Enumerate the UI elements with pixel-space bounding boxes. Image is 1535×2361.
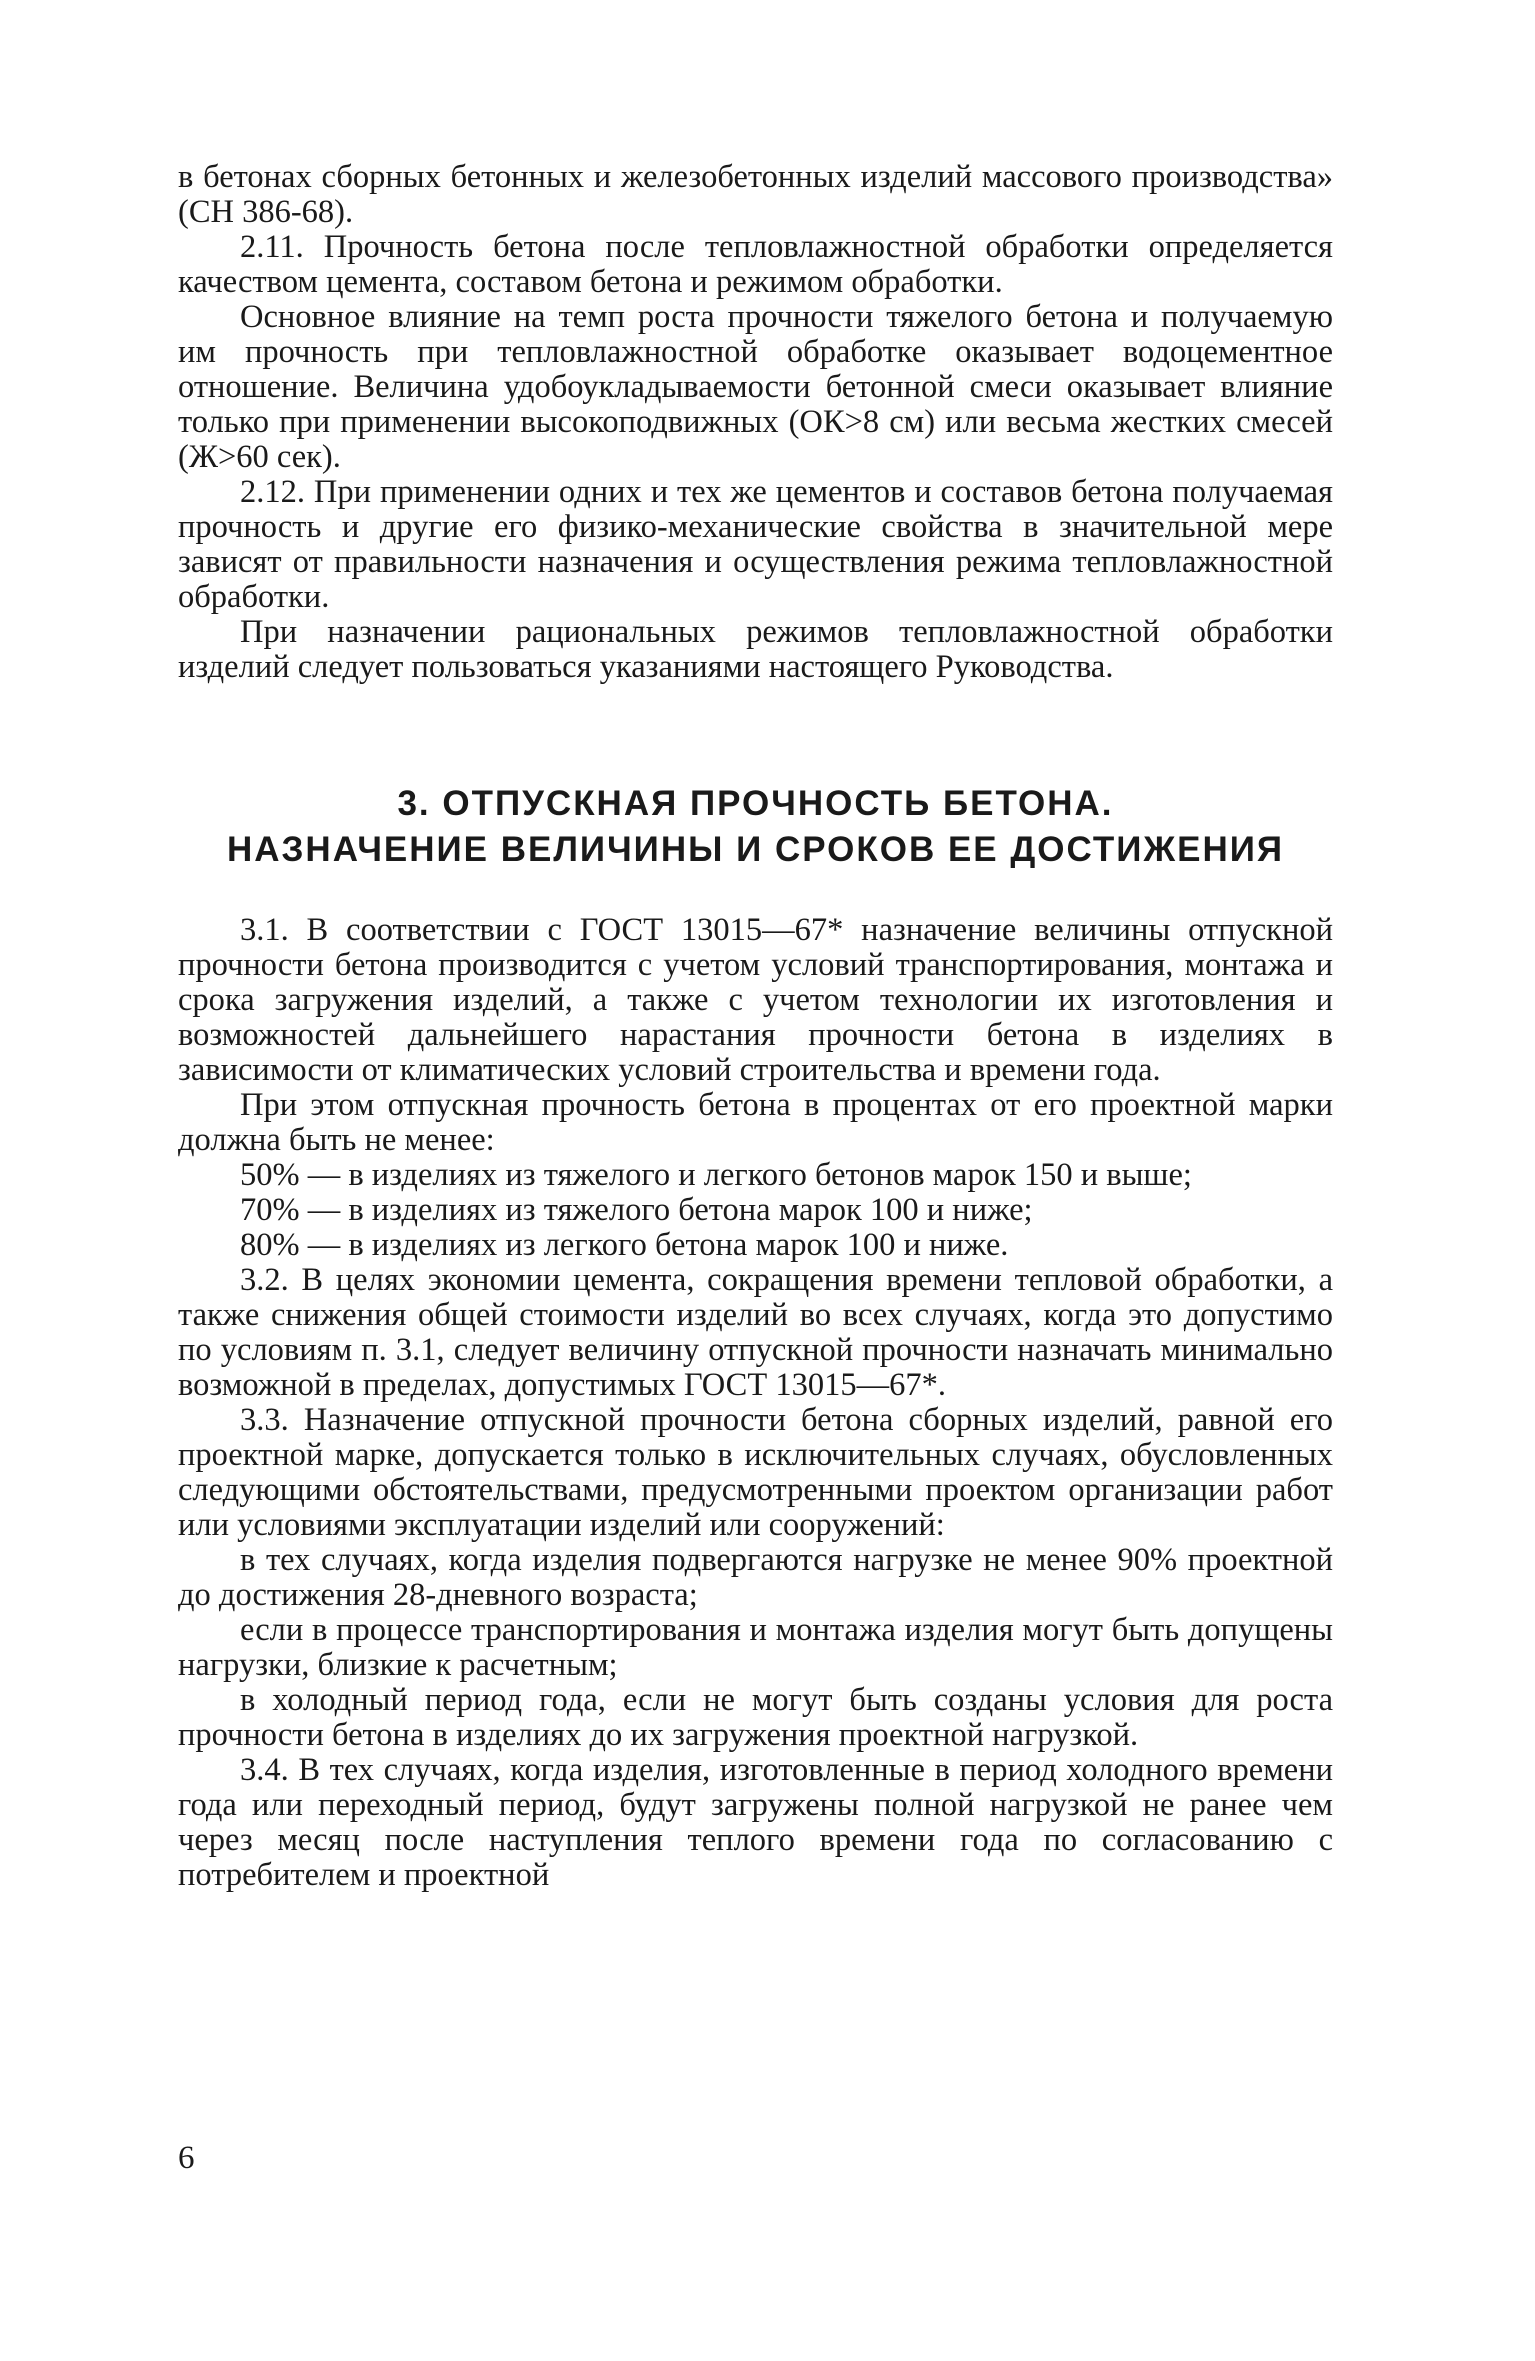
section-body (178, 913, 1333, 1893)
paragraph-strength-percent: При этом отпускная прочность бетона в процентах от его проектной марки должна быть не менее: (178, 1087, 1333, 1158)
condition-item-3: в холодный период года, если не могут быть созданы условия для роста прочности бетона в изделиях до их загружения проектной нагрузкой. (178, 1682, 1333, 1753)
section-heading-line-1: 3. ОТПУСКНАЯ ПРОЧНОСТЬ БЕТОНА. (397, 784, 1114, 823)
paragraph-3-4: 3.4. В тех случаях, когда изделия, изготовленные в период холодного времени года или переходный период, будут загружены полной нагрузкой не ранее чем через месяц после наступления теплого времени года по согласованию с потребителем и проектной (178, 1752, 1333, 1893)
paragraph-2-11: 2.11. Прочность бетона после тепловлажностной обработки определяется качеством цемента, составом бетона и режимом обработки. (178, 229, 1333, 300)
list-item-80: 80% — в изделиях из легкого бетона марок 100 и ниже. (240, 1227, 1009, 1263)
page-number: 6 (178, 2140, 195, 2176)
paragraph-3-2: 3.2. В целях экономии цемента, сокращения времени тепловой обработки, а также снижения общей стоимости изделий во всех случаях, когда это допустимо по условиям п. 3.1, следует величину отпускной прочности назначать минимально возможной в пределах, допустимых ГОСТ 13015—67*. (178, 1262, 1333, 1403)
list-item-70: 70% — в изделиях из тяжелого бетона марок 100 и ниже; (240, 1192, 1033, 1228)
section-heading-line-2: НАЗНАЧЕНИЕ ВЕЛИЧИНЫ И СРОКОВ ЕЕ ДОСТИЖЕНИЯ (226, 830, 1285, 869)
condition-item-1: в тех случаях, когда изделия подвергаются нагрузке не менее 90% проектной до достижения 28-дневного возраста; (178, 1542, 1333, 1613)
paragraph-continuation: в бетонах сборных бетонных и железобетонных изделий массового производства» (СН 386-68). (178, 159, 1333, 230)
paragraph-main-influence: Основное влияние на темп роста прочности тяжелого бетона и получаемую им прочность при тепловлажностной обработке оказывает водоцементное отношение. Величина удобоукладываемости бетонной смеси оказывает влияние только при применении высокоподвижных (ОК>8 см) или весьма жестких смесей (Ж>60 сек). (178, 299, 1333, 475)
top-text-block (178, 160, 1333, 685)
paragraph-2-12: 2.12. При применении одних и тех же цементов и составов бетона получаемая прочность и другие его физико-механические свойства в значительной мере зависят от правильности назначения и осуществления режима тепловлажностной обработки. (178, 474, 1333, 615)
section-heading (178, 781, 1333, 873)
paragraph-3-3: 3.3. Назначение отпускной прочности бетона сборных изделий, равной его проектной марке, допускается только в исключительных случаях, обусловленных следующими обстоятельствами, предусмотренными проектом организации работ или условиями эксплуатации изделий или сооружений: (178, 1402, 1333, 1543)
condition-item-2: если в процессе транспортирования и монтажа изделия могут быть допущены нагрузки, близкие к расчетным; (178, 1612, 1333, 1683)
paragraph-3-1: 3.1. В соответствии с ГОСТ 13015—67* назначение величины отпускной прочности бетона производится с учетом условий транспортирования, монтажа и срока загружения изделий, а также с учетом технологии их изготовления и возможностей дальнейшего нарастания прочности бетона в изделиях в зависимости от климатических условий строительства и времени года. (178, 912, 1333, 1088)
document-page (178, 160, 1333, 1893)
paragraph-rational-modes: При назначении рациональных режимов тепловлажностной обработки изделий следует пользоваться указаниями настоящего Руководства. (178, 614, 1333, 685)
list-item-50: 50% — в изделиях из тяжелого и легкого бетонов марок 150 и выше; (240, 1157, 1192, 1193)
